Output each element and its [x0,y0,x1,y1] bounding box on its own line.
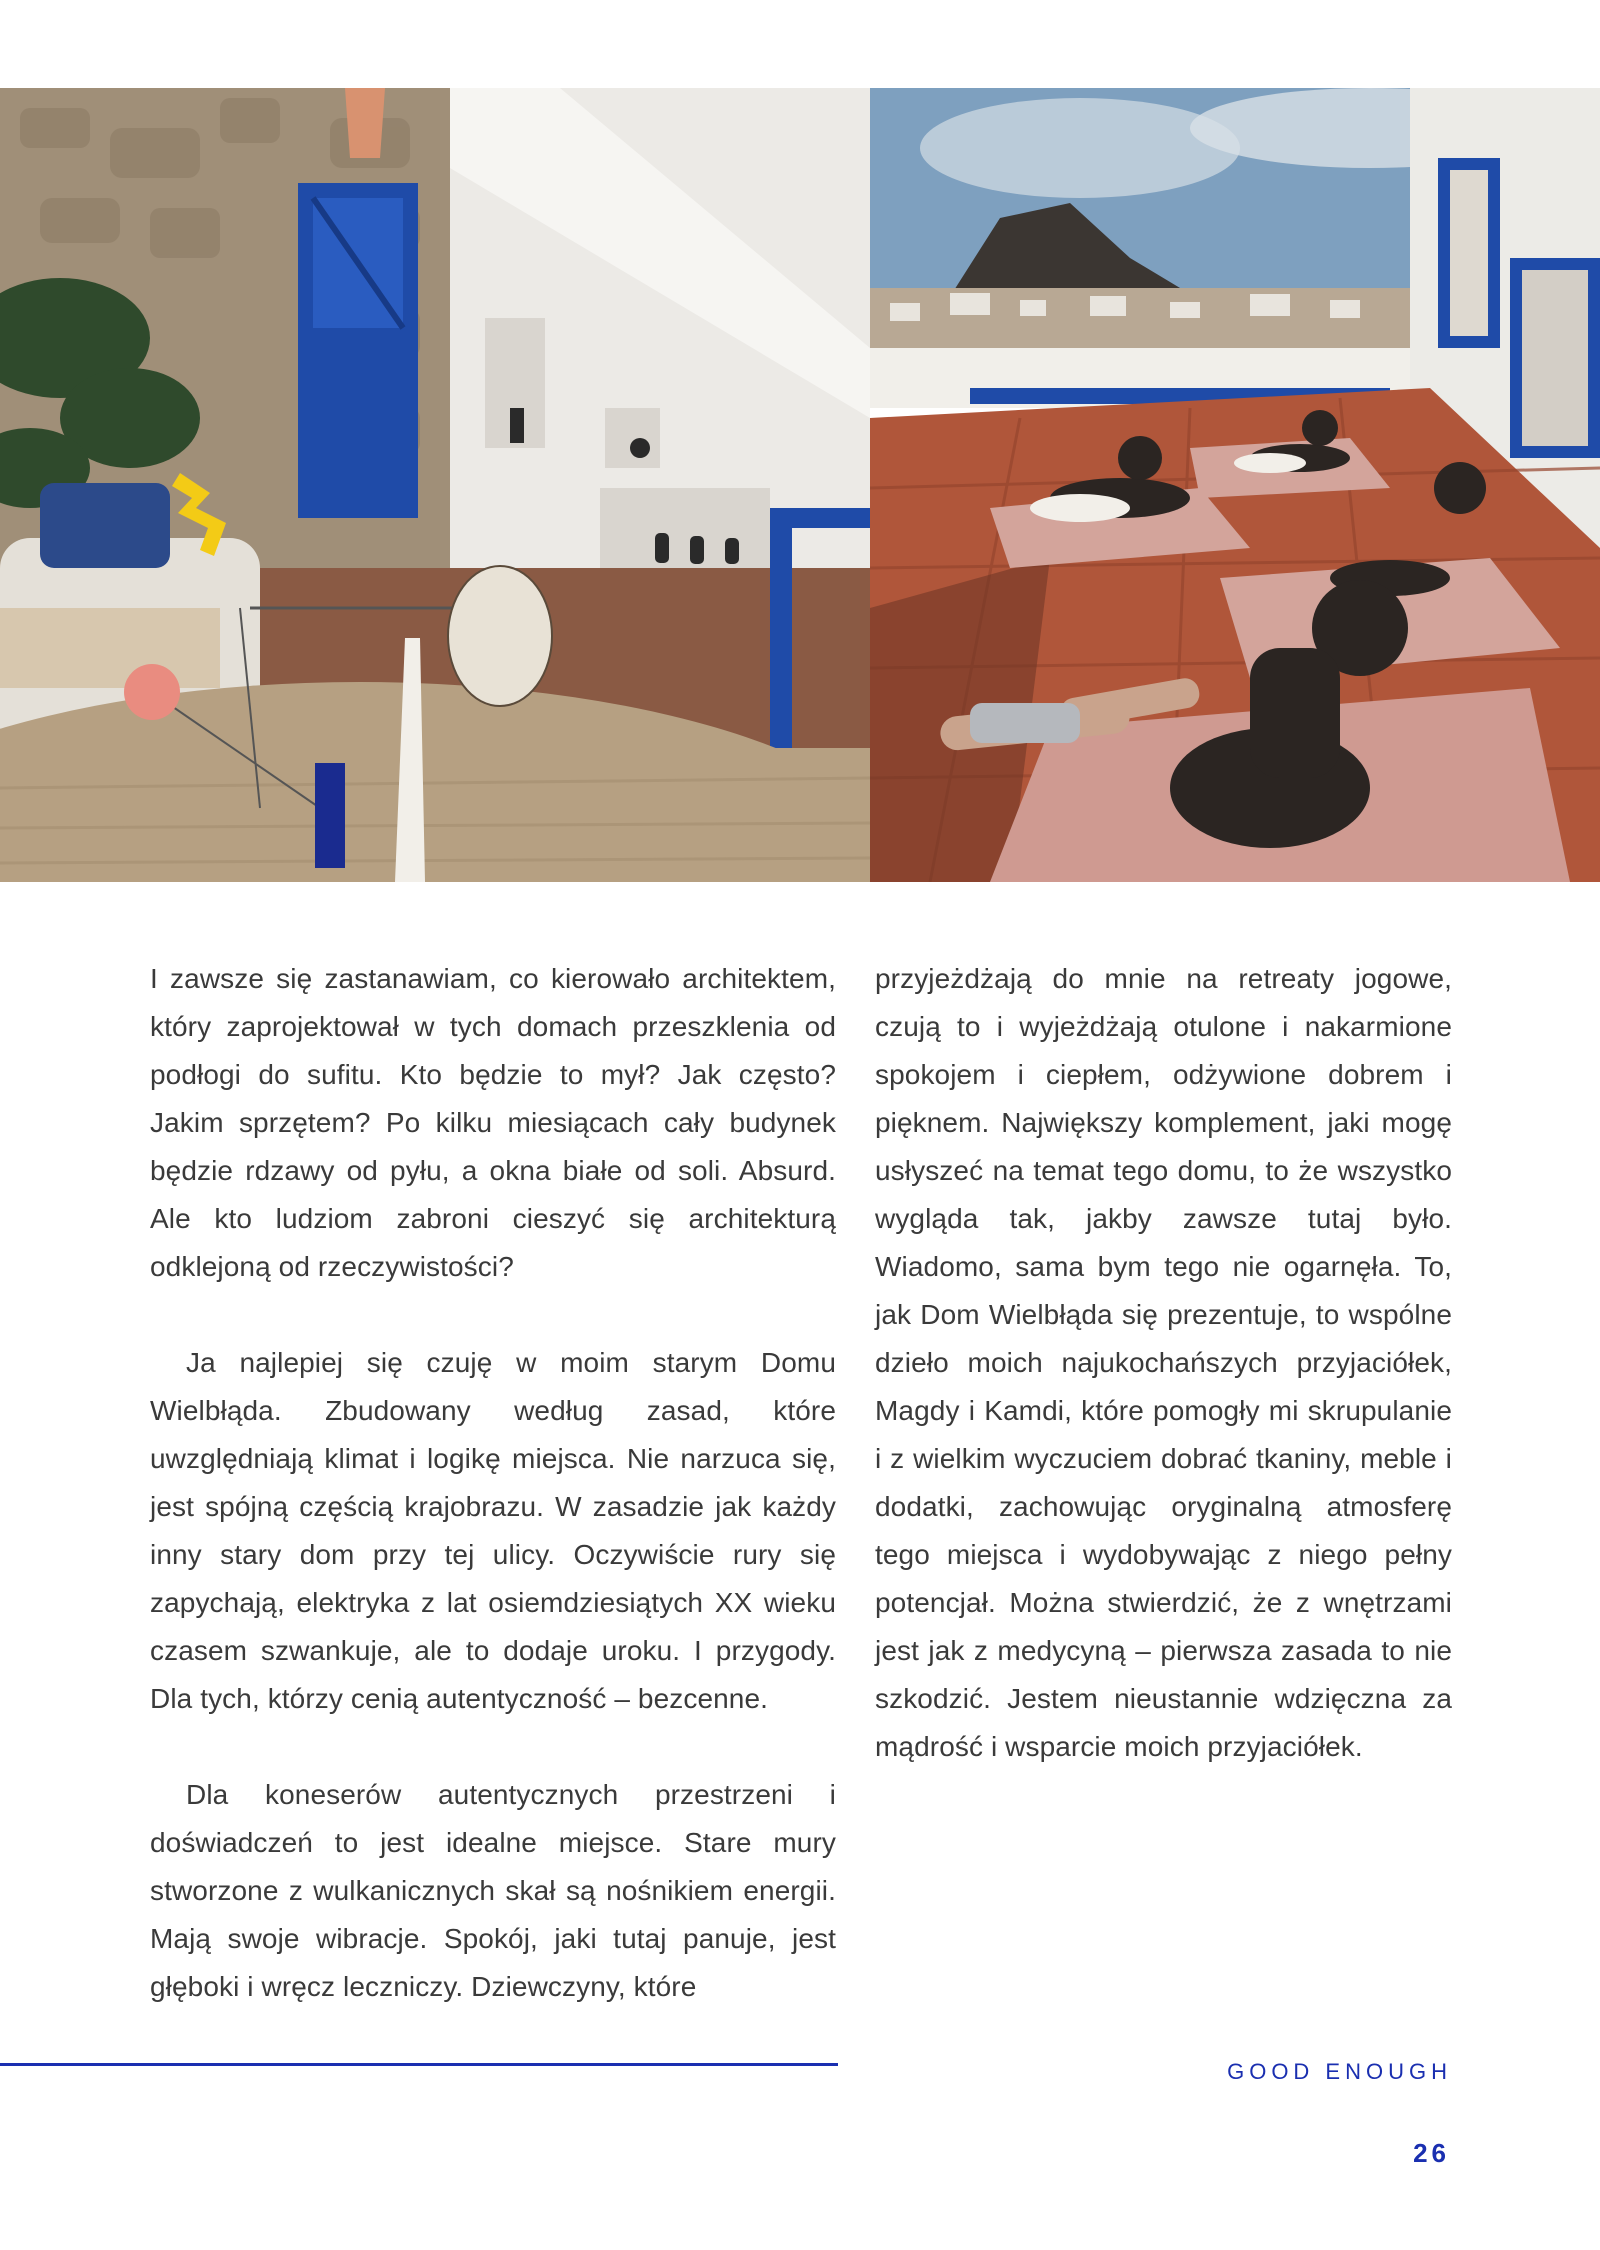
article-paragraph: I zawsze się zastanawiam, co kierowało architektem, który zaprojektował w tych domach przeszklenia od podłogi do sufitu. Kto będzie to mył? Jak często? Jakim sprzętem? Po kilku miesiącach cały budynek będzie rdzawy od pyłu, a okna białe od soli. Absurd. Ale kto ludziom zabroni cieszyć się architekturą odklejoną od rzeczywistości? [150,963,836,1282]
article-paragraph: Ja najlepiej się czuję w moim starym Domu Wielbłąda. Zbudowany według zasad, które uwzględniają klimat i logikę miejsca. Nie narzuca się, jest spójną częścią krajobrazu. W zasadzie jak każdy inny stary dom przy tej ulicy. Oczywiście rury się zapychają, elektryka z lat osiemdziesiątych XX wieku czasem szwankuje, ale to dodaje uroku. I przygody. Dla tych, którzy cenią autentyczność – bezcenne. [150,1347,836,1714]
courtyard-photo [0,88,870,882]
page-number: 26 [1413,2138,1450,2168]
article-paragraph: Dla koneserów autentycznych przestrzeni i doświadczeń to jest idealne miejsce. Stare mury stworzone z wulkanicznych skał są nośnikiem energii. Mają swoje wibracje. Spokój, jaki tutaj panuje, jest głęboki i wręcz leczniczy. Dziewczyny, które [150,1779,836,2002]
footer-rule [0,2063,838,2066]
article-column-left [150,955,836,2011]
article-paragraph: przyjeżdżają do mnie na retreaty jogowe, czują to i wyjeżdżają otulone i nakarmione spokojem i ciepłem, odżywione dobrem i pięknem. Największy komplement, jaki mogę usłyszeć na temat tego domu, to że wszystko wygląda tak, jakby zawsze tutaj było. Wiadomo, sama bym tego nie ogarnęła. To, jak Dom Wielbłąda się prezentuje, to wspólne dzieło moich najukochańszych przyjaciółek, Magdy i Kamdi, które pomogły mi skrupulanie i z wielkim wyczuciem dobrać tkaniny, meble i dodatki, zachowując oryginalną atmosferę tego miejsca i wydobywając z niego pełny potencjał. Można stwierdzić, że z wnętrzami jest jak z medycyną – pierwsza zasada to nie szkodzić. Jestem nieustannie wdzięczna za mądrość i wsparcie moich przyjaciółek. [875,963,1452,1762]
yoga-terrace-photo [870,88,1600,882]
publication-name: GOOD ENOUGH [1227,2059,1452,2084]
article-column-right [875,955,1452,1771]
